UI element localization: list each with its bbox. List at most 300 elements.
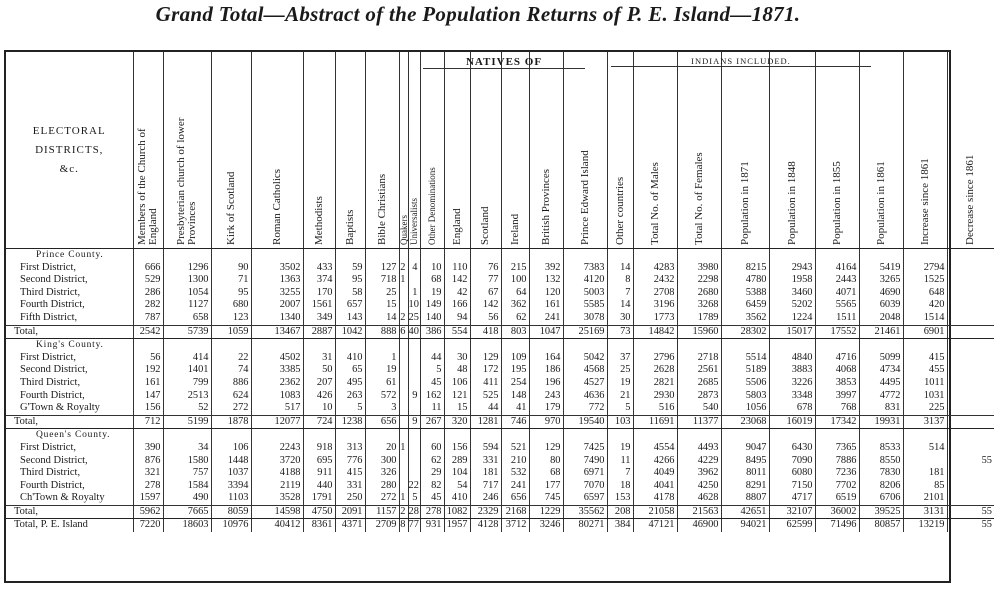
table-cell: 127: [365, 262, 399, 275]
table-cell: 2794: [903, 262, 947, 275]
table-cell: [399, 467, 408, 480]
table-cell: [903, 339, 947, 352]
table-cell: 349: [303, 312, 335, 325]
table-cell: 799: [163, 377, 211, 390]
district-name: Total,: [6, 415, 133, 429]
table-cell: [859, 429, 903, 442]
table-cell: 48: [444, 364, 470, 377]
table-cell: 241: [529, 312, 563, 325]
table-cell: 13467: [251, 325, 303, 339]
column-header-label: Other countries: [613, 176, 626, 245]
table-cell: 888: [365, 325, 399, 339]
table-cell: 2443: [815, 274, 859, 287]
table-cell: [721, 429, 769, 442]
table-cell: 68: [529, 467, 563, 480]
column-header-label: Prince Edward Island: [578, 150, 591, 245]
table-cell: 80: [529, 455, 563, 468]
column-header-label: Total No. of Males: [648, 162, 661, 245]
table-cell: [335, 339, 365, 352]
table-cell: 95: [211, 287, 251, 300]
table-cell: [721, 249, 769, 262]
table-cell: 192: [133, 364, 163, 377]
table-cell: 143: [335, 312, 365, 325]
table-cell: [903, 429, 947, 442]
table-cell: [947, 339, 994, 352]
district-name: G'Town & Royalty: [20, 402, 100, 414]
table-cell: 30: [444, 352, 470, 365]
table-cell: 2: [399, 262, 408, 275]
table-cell: [815, 339, 859, 352]
table-cell: 392: [529, 262, 563, 275]
table-cell: 666: [133, 262, 163, 275]
table-cell: [408, 455, 420, 468]
table-cell: 207: [303, 377, 335, 390]
table-cell: 7383: [563, 262, 607, 275]
table-cell: 4716: [815, 352, 859, 365]
table-cell: 532: [501, 467, 529, 480]
table-cell: 5514: [721, 352, 769, 365]
table-cell: 100: [501, 274, 529, 287]
table-cell: 54: [444, 480, 470, 493]
table-cell: [563, 429, 607, 442]
column-header: [607, 52, 633, 249]
table-cell: 7070: [563, 480, 607, 493]
table-cell: 71: [211, 274, 251, 287]
table-cell: 529: [133, 274, 163, 287]
table-cell: 4283: [633, 262, 677, 275]
table-cell: 2887: [303, 325, 335, 339]
table-cell: 12077: [251, 415, 303, 429]
table-cell: [947, 325, 994, 339]
table-cell: 4068: [815, 364, 859, 377]
table-cell: 129: [529, 442, 563, 455]
page-title: Grand Total—Abstract of the Population Returns of P. E. Island—1871.: [155, 2, 801, 26]
table-cell: 886: [211, 377, 251, 390]
table-cell: 1082: [444, 505, 470, 519]
table-cell: 18603: [163, 519, 211, 532]
table-cell: [365, 339, 399, 352]
table-cell: 4041: [633, 480, 677, 493]
table-cell: 29: [420, 467, 444, 480]
table-cell: 58: [335, 287, 365, 300]
district-name: Second District,: [20, 364, 88, 376]
total-row: [6, 505, 994, 519]
column-header-label: Kirk of Scotland: [224, 171, 237, 245]
table-cell: 1054: [163, 287, 211, 300]
table-cell: 186: [529, 364, 563, 377]
table-cell: [501, 339, 529, 352]
table-cell: 2718: [677, 352, 721, 365]
table-cell: 4: [408, 262, 420, 275]
table-cell: 1958: [769, 274, 815, 287]
table-cell: 2542: [133, 325, 163, 339]
table-cell: 7886: [815, 455, 859, 468]
table-cell: 142: [444, 274, 470, 287]
table-cell: [133, 339, 163, 352]
district-name: King's County.: [36, 340, 104, 351]
table-cell: 148: [501, 390, 529, 403]
table-cell: 2007: [251, 299, 303, 312]
table-cell: [947, 480, 994, 493]
table-cell: 6: [399, 325, 408, 339]
table-cell: 4495: [859, 377, 903, 390]
table-cell: [133, 249, 163, 262]
table-cell: 5199: [163, 415, 211, 429]
table-cell: [408, 377, 420, 390]
county-heading-row: [6, 429, 994, 442]
table-cell: 6901: [903, 325, 947, 339]
table-cell: 272: [211, 402, 251, 415]
table-cell: 4717: [769, 492, 815, 505]
table-cell: 106: [211, 442, 251, 455]
table-cell: 657: [335, 299, 365, 312]
table-cell: 67: [470, 287, 501, 300]
table-cell: 8: [399, 519, 408, 532]
table-cell: 1773: [633, 312, 677, 325]
table-cell: 4840: [769, 352, 815, 365]
table-cell: 6039: [859, 299, 903, 312]
table-cell: 55: [947, 455, 994, 468]
table-cell: 4188: [251, 467, 303, 480]
column-header-label: British Provinces: [539, 168, 552, 245]
district-name: First District,: [20, 441, 77, 453]
table-cell: 25: [408, 312, 420, 325]
table-cell: 656: [365, 415, 399, 429]
table-cell: 1401: [163, 364, 211, 377]
column-header: [408, 52, 420, 249]
column-header: [815, 52, 859, 249]
table-cell: 4071: [815, 287, 859, 300]
population-table-sheet: [4, 50, 992, 583]
table-cell: [163, 339, 211, 352]
table-cell: 41: [501, 402, 529, 415]
district-name: Third District,: [20, 286, 81, 298]
table-cell: [303, 339, 335, 352]
table-cell: [444, 249, 470, 262]
table-cell: 60: [420, 442, 444, 455]
table-cell: [211, 339, 251, 352]
table-cell: 3528: [251, 492, 303, 505]
total-row: [6, 325, 994, 339]
table-cell: 19: [607, 442, 633, 455]
column-header-label: England: [450, 208, 463, 245]
table-cell: 4568: [563, 364, 607, 377]
table-cell: 1: [365, 352, 399, 365]
table-cell: 1281: [470, 415, 501, 429]
table-cell: [947, 274, 994, 287]
table-cell: 241: [501, 480, 529, 493]
table-cell: [607, 429, 633, 442]
table-cell: 931: [420, 519, 444, 532]
table-cell: 156: [133, 402, 163, 415]
table-cell: 4734: [859, 364, 903, 377]
table-cell: 5565: [815, 299, 859, 312]
table-cell: 7830: [859, 467, 903, 480]
table-cell: [470, 429, 501, 442]
table-cell: 572: [365, 390, 399, 403]
table-cell: 8495: [721, 455, 769, 468]
table-cell: [529, 429, 563, 442]
table-cell: [163, 249, 211, 262]
table-cell: 415: [335, 467, 365, 480]
table-cell: 272: [365, 492, 399, 505]
table-cell: 594: [470, 442, 501, 455]
table-cell: [420, 249, 444, 262]
table-cell: 433: [303, 262, 335, 275]
column-header-label: Methodists: [312, 196, 325, 245]
table-cell: 246: [470, 492, 501, 505]
table-cell: 656: [501, 492, 529, 505]
table-cell: 2708: [633, 287, 677, 300]
table-cell: 3137: [903, 415, 947, 429]
table-cell: 3131: [903, 505, 947, 519]
table-cell: [501, 429, 529, 442]
table-cell: 2119: [251, 480, 303, 493]
table-cell: 415: [903, 352, 947, 365]
table-cell: 514: [903, 442, 947, 455]
table-cell: [947, 442, 994, 455]
table-cell: 455: [903, 364, 947, 377]
table-body: [6, 249, 994, 533]
column-header-label: Population in 1861: [874, 161, 887, 245]
table-row: [6, 480, 994, 493]
table-cell: [947, 377, 994, 390]
table-cell: 4636: [563, 390, 607, 403]
table-cell: 1296: [163, 262, 211, 275]
table-cell: 19: [420, 287, 444, 300]
table-cell: 56: [470, 312, 501, 325]
table-cell: 3255: [251, 287, 303, 300]
column-header: [769, 52, 815, 249]
table-cell: 1791: [303, 492, 335, 505]
table-cell: 911: [303, 467, 335, 480]
table-cell: 25: [365, 287, 399, 300]
table-cell: 4128: [470, 519, 501, 532]
table-cell: 2: [399, 505, 408, 519]
table-cell: 15: [365, 299, 399, 312]
table-cell: 90: [211, 262, 251, 275]
table-cell: 11377: [677, 415, 721, 429]
table-cell: 129: [470, 352, 501, 365]
district-header-line: ELECTORAL: [32, 124, 106, 137]
table-cell: 918: [303, 442, 335, 455]
table-cell: 5202: [769, 299, 815, 312]
table-cell: 831: [859, 402, 903, 415]
table-cell: 9: [408, 415, 420, 429]
table-row: [6, 364, 994, 377]
table-row: [6, 442, 994, 455]
table-cell: [563, 339, 607, 352]
table-cell: 21058: [633, 505, 677, 519]
natives-of-group-header: NATIVES OF: [423, 56, 585, 69]
table-cell: [529, 249, 563, 262]
table-cell: 140: [420, 312, 444, 325]
table-cell: 156: [444, 442, 470, 455]
table-cell: 215: [501, 262, 529, 275]
table-cell: 313: [335, 442, 365, 455]
table-cell: [399, 299, 408, 312]
table-cell: [399, 429, 408, 442]
table-cell: 3883: [769, 364, 815, 377]
table-cell: 44: [470, 402, 501, 415]
table-cell: 624: [211, 390, 251, 403]
table-cell: 1056: [721, 402, 769, 415]
table-cell: 1: [399, 274, 408, 287]
header-row: [6, 52, 994, 249]
table-cell: 3078: [563, 312, 607, 325]
table-cell: 278: [133, 480, 163, 493]
table-cell: [947, 492, 994, 505]
table-cell: 3460: [769, 287, 815, 300]
table-cell: 170: [303, 287, 335, 300]
table-cell: 225: [903, 402, 947, 415]
table-cell: 4164: [815, 262, 859, 275]
table-cell: 10976: [211, 519, 251, 532]
table-cell: 331: [470, 455, 501, 468]
table-row: [6, 287, 994, 300]
table-cell: 19931: [859, 415, 903, 429]
district-name: Fourth District,: [20, 299, 85, 311]
table-cell: 44: [420, 352, 444, 365]
column-header: [163, 52, 211, 249]
table-cell: 8215: [721, 262, 769, 275]
table-cell: 757: [163, 467, 211, 480]
table-cell: 71496: [815, 519, 859, 532]
table-cell: 6706: [859, 492, 903, 505]
table-cell: [947, 415, 994, 429]
table-cell: [408, 467, 420, 480]
column-header: [633, 52, 677, 249]
table-cell: [947, 467, 994, 480]
table-cell: 3226: [769, 377, 815, 390]
table-cell: 267: [420, 415, 444, 429]
table-cell: 2709: [365, 519, 399, 532]
table-cell: 15017: [769, 325, 815, 339]
table-cell: [947, 429, 994, 442]
table-cell: 5803: [721, 390, 769, 403]
table-cell: 77: [470, 274, 501, 287]
table-cell: 876: [133, 455, 163, 468]
table-cell: [399, 377, 408, 390]
table-cell: 94021: [721, 519, 769, 532]
district-name: Second District,: [20, 454, 88, 466]
table-cell: 1561: [303, 299, 335, 312]
table-cell: 11: [420, 402, 444, 415]
table-cell: 4266: [633, 455, 677, 468]
table-cell: 147: [133, 390, 163, 403]
table-cell: 1957: [444, 519, 470, 532]
column-header: [947, 52, 994, 249]
table-cell: 680: [211, 299, 251, 312]
table-cell: [420, 339, 444, 352]
table-cell: [365, 429, 399, 442]
table-cell: 3712: [501, 519, 529, 532]
table-cell: 7220: [133, 519, 163, 532]
table-cell: 420: [903, 299, 947, 312]
district-name: Total,: [6, 325, 133, 339]
table-cell: [408, 352, 420, 365]
table-row: [6, 377, 994, 390]
table-cell: 300: [365, 455, 399, 468]
column-header: [211, 52, 251, 249]
table-cell: 13219: [903, 519, 947, 532]
table-cell: 177: [529, 480, 563, 493]
table-cell: [815, 249, 859, 262]
table-cell: 172: [470, 364, 501, 377]
table-cell: 658: [163, 312, 211, 325]
district-name: Third District,: [20, 376, 81, 388]
table-cell: 42651: [721, 505, 769, 519]
table-cell: 109: [501, 352, 529, 365]
table-cell: 4690: [859, 287, 903, 300]
table-cell: 418: [470, 325, 501, 339]
table-row: [6, 274, 994, 287]
table-cell: 19540: [563, 415, 607, 429]
table-cell: [677, 429, 721, 442]
table-cell: 254: [501, 377, 529, 390]
table-row: [6, 455, 994, 468]
table-cell: [947, 299, 994, 312]
table-cell: 2168: [501, 505, 529, 519]
table-row: [6, 262, 994, 275]
table-cell: 9047: [721, 442, 769, 455]
table-cell: 104: [444, 467, 470, 480]
table-cell: [444, 339, 470, 352]
table-cell: 1127: [163, 299, 211, 312]
table-cell: 2680: [677, 287, 721, 300]
table-cell: 164: [529, 352, 563, 365]
table-cell: [947, 402, 994, 415]
total-row: [6, 415, 994, 429]
district-name: Fifth District,: [20, 311, 78, 323]
column-header-label: Baptists: [343, 209, 356, 245]
table-cell: 1340: [251, 312, 303, 325]
table-cell: [399, 352, 408, 365]
table-cell: [903, 249, 947, 262]
table-cell: 161: [529, 299, 563, 312]
table-cell: 85: [903, 480, 947, 493]
table-cell: 5739: [163, 325, 211, 339]
table-cell: 2243: [251, 442, 303, 455]
table-cell: 2329: [470, 505, 501, 519]
table-cell: 5042: [563, 352, 607, 365]
table-cell: 196: [529, 377, 563, 390]
district-header-line: DISTRICTS,: [35, 143, 104, 156]
table-cell: [947, 364, 994, 377]
table-cell: 18: [607, 480, 633, 493]
district-name: Fourth District,: [20, 389, 85, 401]
table-cell: [399, 287, 408, 300]
table-cell: 410: [444, 492, 470, 505]
table-cell: [408, 429, 420, 442]
table-cell: 55: [947, 505, 994, 519]
table-cell: 384: [607, 519, 633, 532]
table-cell: 321: [133, 467, 163, 480]
table-cell: 2432: [633, 274, 677, 287]
table-cell: 1878: [211, 415, 251, 429]
table-row: [6, 299, 994, 312]
table-cell: 37: [607, 352, 633, 365]
table-cell: 94: [444, 312, 470, 325]
table-cell: [769, 429, 815, 442]
table-cell: 6080: [769, 467, 815, 480]
table-cell: 123: [211, 312, 251, 325]
table-cell: 22: [408, 479, 419, 491]
table-cell: 4750: [303, 505, 335, 519]
table-cell: 77: [408, 519, 419, 531]
district-name: Total,: [6, 505, 133, 519]
table-cell: 15: [444, 402, 470, 415]
